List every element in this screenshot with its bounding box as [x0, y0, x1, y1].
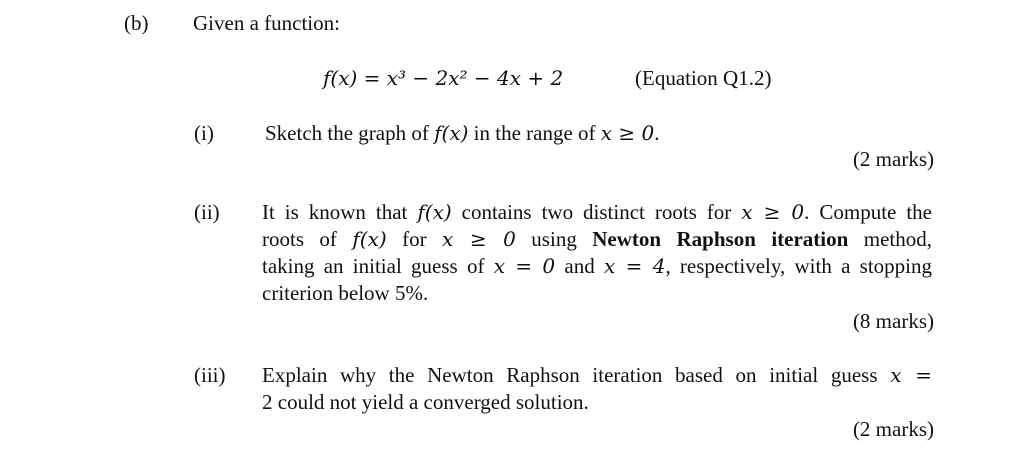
question-ii-l1-cond: x ≥ 0 — [741, 200, 805, 224]
question-i-label: (i) — [194, 121, 214, 145]
question-ii-line-1 — [262, 199, 932, 226]
question-iii-l1-x: x = — [890, 363, 932, 387]
question-iii-text — [262, 362, 932, 416]
question-ii-l3-c: , respectively, with a stopping — [665, 254, 932, 278]
question-ii-l2-d: method, — [848, 227, 932, 251]
question-ii-l2-c: using — [515, 227, 593, 251]
equation-tag: (Equation Q1.2) — [635, 66, 772, 90]
question-i-text — [265, 120, 660, 146]
question-iii-line-1 — [262, 362, 932, 389]
question-iii-l2-num: 2 — [262, 390, 273, 414]
question-ii-l2-method: Newton Raphson iteration — [592, 227, 849, 251]
question-iii-l1-a: Explain why the Newton Raphson iteration based on initial guess — [262, 363, 891, 387]
question-ii-line-4: criterion below 5%. — [262, 281, 429, 305]
question-i-marks: (2 marks) — [852, 147, 934, 171]
question-ii-l1-c: . Compute the — [804, 200, 932, 224]
question-ii-l3-x0: x = 0 — [493, 254, 556, 278]
question-ii-l1-a: It is known that — [262, 200, 418, 224]
question-i-cond: x ≥ 0 — [600, 121, 655, 145]
equation-line — [323, 64, 563, 92]
question-ii-line-2 — [262, 226, 932, 253]
question-ii-line-3 — [262, 253, 932, 280]
question-ii-l2-cond: x ≥ 0 — [442, 227, 516, 251]
question-ii-l3-x4: x = 4 — [603, 254, 666, 278]
question-ii-l2-b: for — [386, 227, 443, 251]
question-i-text-before: Sketch the graph of — [265, 121, 435, 145]
question-ii-l3-a: taking an initial guess of — [262, 254, 494, 278]
question-ii-l1-fx: f(x) — [417, 200, 452, 224]
question-iii-line-2 — [262, 389, 932, 416]
question-ii-l3-b: and — [555, 254, 604, 278]
part-label: (b) — [124, 11, 149, 35]
equation-rhs: x³ − 2x² − 4x + 2 — [386, 66, 564, 90]
question-ii-label: (ii) — [194, 200, 220, 224]
question-iii-l2-b: could not yield a converged solution. — [272, 390, 589, 414]
question-ii-l2-a: roots of — [262, 227, 353, 251]
question-ii-l2-fx: f(x) — [352, 227, 387, 251]
part-intro: Given a function: — [193, 11, 340, 35]
question-i-fx: f(x) — [434, 121, 469, 145]
question-ii-marks: (8 marks) — [852, 309, 934, 333]
equation-lhs: f(x) = — [323, 66, 387, 90]
question-i-text-mid: in the range of — [468, 121, 601, 145]
question-iii-label: (iii) — [194, 363, 226, 387]
question-ii-text — [262, 199, 932, 307]
question-ii-l1-b: contains two distinct roots for — [451, 200, 742, 224]
question-iii-marks: (2 marks) — [852, 417, 934, 441]
question-i-text-after: . — [654, 121, 660, 145]
